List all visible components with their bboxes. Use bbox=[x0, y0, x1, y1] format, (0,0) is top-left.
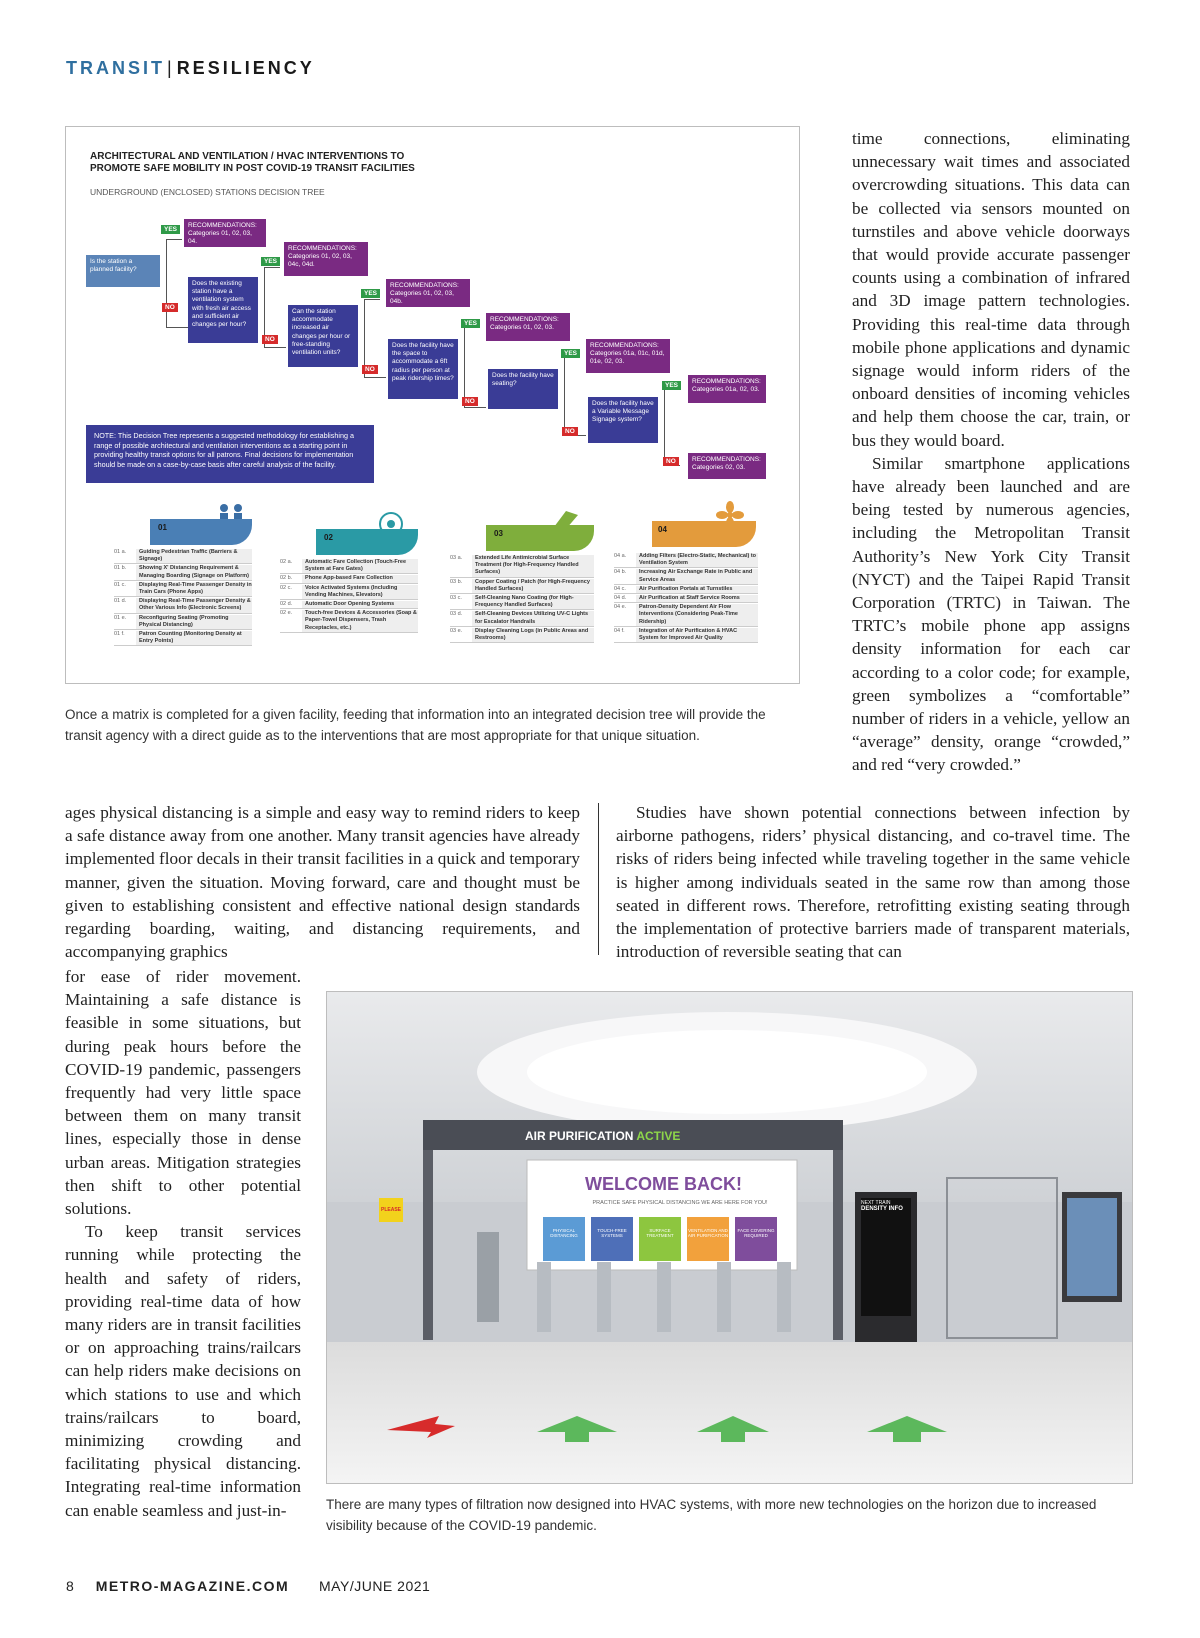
category-list bbox=[114, 549, 252, 647]
list-item: 01 a. Guiding Pedestrian Traffic (Barriers & Signage) bbox=[114, 549, 252, 564]
categories-row bbox=[112, 501, 760, 651]
question-node: Does the existing station have a ventilation system with fresh air access and sufficient air changes per hour? bbox=[188, 277, 258, 343]
section-label: TRANSIT bbox=[66, 58, 165, 78]
column-divider bbox=[598, 803, 599, 955]
recommendation-node: RECOMMENDATIONS: Categories 01, 02, 03. bbox=[486, 313, 570, 341]
category-list bbox=[614, 553, 758, 644]
station-illustration bbox=[326, 991, 1133, 1484]
panel-label: VENTILATION AND AIR PURIFICATION bbox=[687, 1228, 729, 1238]
list-item: 02 e. Touch-free Devices & Accessories (Soap & Paper-Towel Dispensers, Trash Receptacles, etc.) bbox=[280, 610, 418, 633]
question-node: Does the facility have a Variable Message Signage system? bbox=[588, 397, 658, 443]
list-item: 04 f. Integration of Air Purification & HVAC System for Improved Air Quality bbox=[614, 628, 758, 643]
no-label: NO bbox=[262, 335, 278, 344]
list-item: 02 c. Voice Activated Systems (Including Vending Machines, Elevators) bbox=[280, 585, 418, 600]
list-item: 02 d. Automatic Door Opening Systems bbox=[280, 601, 418, 609]
no-label: NO bbox=[562, 427, 578, 436]
paragraph: Studies have shown potential connections between infection by airborne pathogens, riders’ physical distancing, and co-travel time. The risks of riders being infected while traveling together in the same vehicle is higher among individuals seated in the same row than among those seated in different rows. Therefore, retrofitting existing seating through the implementation of protective barriers made of transparent materials, introduction of reversible seating that can bbox=[616, 803, 1130, 962]
mid-left-column bbox=[65, 801, 580, 963]
question-node: Is the station a planned facility? bbox=[86, 255, 160, 287]
category-number: 04 bbox=[658, 525, 667, 534]
list-item: 02 a. Automatic Fare Collection (Touch-Free System at Fare Gates) bbox=[280, 559, 418, 574]
category-number: 01 bbox=[158, 523, 167, 532]
list-item: 01 f. Patron Counting (Monitoring Density at Entry Points) bbox=[114, 631, 252, 646]
yes-label: YES bbox=[361, 289, 380, 298]
page-number: 8 bbox=[66, 1578, 74, 1594]
question-node: Does the facility have the space to accommodate a 6ft radius per person at peak ridership times? bbox=[388, 339, 458, 399]
paragraph: To keep transit services running while protecting the health and safety of riders, providing real-time data of how many riders are in transit facilities or on approaching trains/railcars can help riders make decisions on which stations to use and which trains/railcars to board, minimizing crowding and facilitating physical distancing. Integrating real-time information can enable seamless and just-in- bbox=[65, 1222, 301, 1520]
decision-tree-note: NOTE: This Decision Tree represents a suggested methodology for establishing a range of possible architectural and ventilation interventions as a starting point in providing healthy transit options for all patrons. Final decisions for implementation should be made on a case-by-case basis after careful analysis of the facility. bbox=[86, 425, 374, 483]
issue-date: MAY/JUNE 2021 bbox=[319, 1578, 431, 1594]
list-item: 01 e. Reconfiguring Seating (Promoting Physical Distancing) bbox=[114, 615, 252, 630]
lower-left-column bbox=[65, 965, 301, 1522]
list-item: 03 d. Self-Cleaning Devices Utilizing UV-C Lights for Escalator Handrails bbox=[450, 611, 594, 626]
recommendation-node: RECOMMENDATIONS: Categories 01a, 01c, 01d, 01e, 02, 03. bbox=[586, 339, 670, 373]
recommendation-node: RECOMMENDATIONS: Categories 01, 02, 03, 04. bbox=[184, 219, 266, 247]
paragraph: for ease of rider movement. Maintaining a safe distance is feasible in some situations, but during peak hours before the COVID-19 pandemic, passengers frequently had very little space between them on many transit lines, especially those in dense urban areas. Mitigation strategies then shift to other potential solutions. bbox=[65, 967, 301, 1219]
list-item: 04 b. Increasing Air Exchange Rate in Public and Service Areas bbox=[614, 569, 758, 584]
list-item: 03 c. Self-Cleaning Nano Coating (for High-Frequency Handled Surfaces) bbox=[450, 595, 594, 610]
recommendation-node: RECOMMENDATIONS: Categories 01, 02, 03, 04b. bbox=[386, 279, 470, 307]
subsection-label: RESILIENCY bbox=[176, 58, 315, 78]
figure-title: ARCHITECTURAL AND VENTILATION / HVAC INTERVENTIONS TO PROMOTE SAFE MOBILITY IN POST COVID-19 TRANSIT FACILITIES bbox=[90, 151, 415, 174]
active-status: ACTIVE bbox=[636, 1129, 681, 1143]
category-number: 02 bbox=[324, 533, 333, 542]
figure-subtitle: UNDERGROUND (ENCLOSED) STATIONS DECISION TREE bbox=[90, 187, 325, 197]
question-node: Does the facility have seating? bbox=[488, 369, 558, 409]
list-item: 01 d. Displaying Real-Time Passenger Density & Other Various Info (Electronic Screens) bbox=[114, 598, 252, 613]
mid-right-column bbox=[616, 801, 1130, 963]
density-screen: NEXT TRAIN DENSITY INFO bbox=[861, 1200, 903, 1212]
figure1-caption: Once a matrix is completed for a given facility, feeding that information into an integrated decision tree will provide the transit agency with a direct guide as to the interventions that are most appropriate for that unique situation. bbox=[65, 707, 766, 743]
page-footer bbox=[66, 1578, 430, 1594]
panel-label: TOUCH-FREE SYSTEMS bbox=[597, 1228, 627, 1238]
list-item: 03 e. Display Cleaning Logs (in Public Areas and Restrooms) bbox=[450, 628, 594, 643]
website: METRO-MAGAZINE.COM bbox=[95, 1578, 290, 1594]
yes-label: YES bbox=[561, 349, 580, 358]
list-item: 01 b. Showing X' Distancing Requirement & Managing Boarding (Signage on Platform) bbox=[114, 565, 252, 580]
decision-tree-figure bbox=[65, 126, 800, 684]
panel-label: PHYSICAL DISTANCING bbox=[550, 1228, 578, 1238]
list-item: 04 c. Air Purification Portals at Turnstiles bbox=[614, 586, 758, 594]
category-number: 03 bbox=[494, 529, 503, 538]
panel-label: SURFACE TREATMENT bbox=[646, 1228, 674, 1238]
welcome-sign: WELCOME BACK! bbox=[585, 1174, 742, 1194]
distancing-message: PRACTICE SAFE PHYSICAL DISTANCING WE ARE HERE FOR YOU! bbox=[592, 1200, 768, 1206]
list-item: 01 c. Displaying Real-Time Passenger Density in Train Cars (Phone Apps) bbox=[114, 582, 252, 597]
yes-label: YES bbox=[662, 381, 681, 390]
no-label: NO bbox=[362, 365, 378, 374]
yes-label: YES bbox=[261, 257, 280, 266]
right-column bbox=[852, 127, 1130, 777]
recommendation-node: RECOMMENDATIONS: Categories 01, 02, 03, 04c, 04d. bbox=[284, 242, 368, 276]
list-item: 02 b. Phone App-based Fare Collection bbox=[280, 575, 418, 583]
list-item: 04 a. Adding Filters (Electro-Static, Mechanical) to Ventilation System bbox=[614, 553, 758, 568]
list-item: 03 a. Extended Life Antimicrobial Surface Treatment (for High-Frequency Handled Surfaces) bbox=[450, 555, 594, 578]
yes-label: YES bbox=[161, 225, 180, 234]
recommendation-node: RECOMMENDATIONS: Categories 02, 03. bbox=[688, 453, 766, 479]
section-header: TRANSIT | RESILIENCY bbox=[66, 58, 315, 78]
list-item: 03 b. Copper Coating / Patch (for High-Frequency Handled Surfaces) bbox=[450, 579, 594, 594]
panel-label: FACE COVERING REQUIRED bbox=[737, 1228, 775, 1238]
no-label: NO bbox=[663, 457, 679, 466]
no-label: NO bbox=[462, 397, 478, 406]
list-item: 04 e. Patron-Density Dependent Air Flow Interventions (Considering Peak-Time Ridership) bbox=[614, 604, 758, 627]
list-item: 04 d. Air Purification at Staff Service Rooms bbox=[614, 595, 758, 603]
please-sign: PLEASE bbox=[379, 1198, 403, 1222]
question-node: Can the station accommodate increased air changes per hour or free-standing ventilation units? bbox=[288, 305, 358, 367]
category-list bbox=[450, 555, 594, 644]
no-label: NO bbox=[162, 303, 178, 312]
air-purification-banner: AIR PURIFICATION ACTIVE bbox=[525, 1129, 681, 1143]
paragraph: time connections, eliminating unnecessary wait times and associated overcrowding situations. This data can be collected via sensors mounted on turnstiles and above vehicle doorways that would provide accurate passenger counts using a combination of infrared and 3D image pattern technologies. Providing this real-time data through mobile phone applications and dynamic signage would inform riders of the onboard densities of incoming vehicles and help them choose the car, train, or bus they would board. bbox=[852, 129, 1130, 450]
paragraph: ages physical distancing is a simple and easy way to remind riders to keep a safe distance away from one another. Many transit agencies have already implemented floor decals in their transit facilities in a quick and temporary manner, given the situation. Moving forward, care and thought must be given to establishing consistent and effective national design standards regarding boarding, waiting, and distancing requirements, and accompanying graphics bbox=[65, 803, 580, 962]
recommendation-node: RECOMMENDATIONS: Categories 01a, 02, 03. bbox=[688, 375, 766, 403]
figure2-caption: There are many types of filtration now designed into HVAC systems, with more new technologies on the horizon due to increased visibility because of the COVID-19 pandemic. bbox=[326, 1497, 1097, 1533]
yes-label: YES bbox=[461, 319, 480, 328]
paragraph: Similar smartphone applications have already been launched and are being tested by numerous agencies, including the Metropolitan Transit Authority’s New York City Transit (NYCT) and the Taipei Rapid Transit Corporation (TRTC) in Taiwan. The TRTC’s mobile phone app assigns density information for each car according to a color code; for example, green symbolizes a “comfortable” number of riders in a vehicle, yellow an “average” density, orange “crowded,” and red “very crowded.” bbox=[852, 453, 1130, 775]
category-list bbox=[280, 559, 418, 634]
